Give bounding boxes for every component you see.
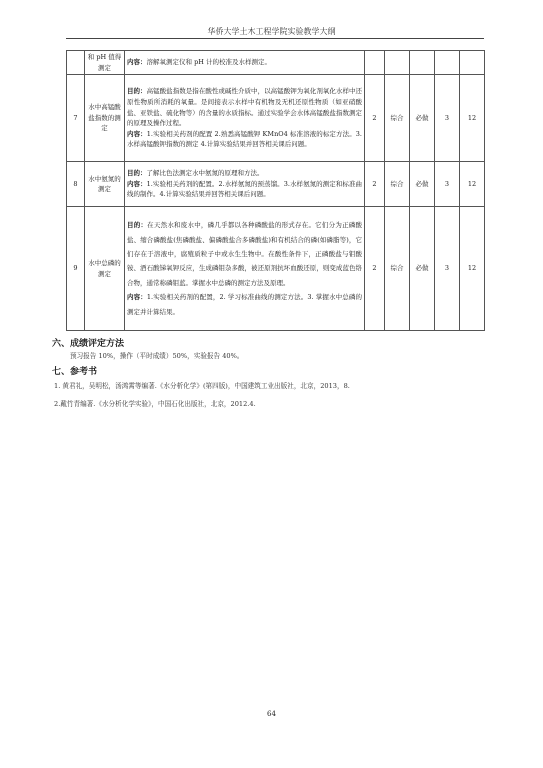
experiment-content: [125, 207, 365, 331]
section-title-references: 七、参考书: [52, 367, 98, 377]
table-row: [67, 162, 485, 207]
experiment-name: 和 pH 值得测定: [85, 51, 125, 75]
experiment-name: 水中总磷的测定: [85, 207, 125, 331]
experiment-name: 水中高锰酸盐指数的测定: [85, 75, 125, 162]
hours-cell: 2: [365, 162, 385, 207]
hours-cell: 2: [365, 207, 385, 331]
reference-item: 2.戴竹青编著.《水分析化学实验》，中国石化出版社，北京，2012.4.: [54, 400, 256, 408]
aim-text: 在天然水和废水中，磷几乎都以各种磷酸盐的形式存在。它们分为正磷酸盐、缩合磷酸盐(焦磷酸盐、偏磷酸盐合多磷酸盐)和有机结合的磷(如磷脂等)，它们存在于溶液中，腐殖质粒子中或水生生物中。在酸性条件下，正磷酸盐与钼酸铵、酒石酸锑氧钾反应，生成磷钼杂多酸，被还原剂抗坏血酸还原，则变成蓝色络合物，通常称磷钼蓝。掌握水中总磷的测定方法及原理。: [127, 221, 363, 287]
table-row: [67, 75, 485, 162]
experiment-table: [66, 50, 485, 331]
content-label: 内容：: [127, 58, 147, 67]
content-text: 1.实验相关药剂的配置 2.熟悉高锰酸钾 KMnO4 标准溶液的标定方法。3.水样高锰酸钾指数的测定 4.计算实验结果并回答相关课后问题。: [127, 129, 363, 149]
row-number: [67, 51, 85, 75]
aim-text: 了解比色法测定水中氨氮的原理和方法。: [146, 169, 264, 178]
group-cell: 12: [460, 75, 485, 162]
group-cell: 12: [460, 162, 485, 207]
table-row: [67, 207, 485, 331]
content-text: 1.实验相关药剂的配置，2. 学习标准曲线的测定方法。3. 掌握水中总磷的测定并计算结果。: [127, 293, 362, 316]
hours-cell: 2: [365, 75, 385, 162]
count-cell: 3: [435, 75, 460, 162]
group-cell: 12: [460, 207, 485, 331]
content-label: 内容：: [127, 179, 147, 188]
row-number: 8: [67, 162, 85, 207]
section-title-grading: 六、成绩评定方法: [52, 339, 125, 349]
type-cell: 综合: [385, 75, 410, 162]
aim-label: 目的：: [127, 87, 147, 96]
content-text: 溶解氧测定仪和 pH 计的校准及水样测定。: [146, 58, 271, 67]
type-cell: 综合: [385, 207, 410, 331]
requirement-cell: 必做: [410, 75, 435, 162]
count-cell: 3: [435, 162, 460, 207]
experiment-content: [125, 51, 365, 75]
content-text: 1.实验相关药剂的配置。2.水样氨氮的预蒸馏。3.水样氨氮的测定和标准曲线的制作。4.计算实验结果并回答相关课后问题。: [127, 179, 363, 199]
header-rule: [66, 38, 484, 39]
content-label: 内容：: [127, 293, 147, 302]
type-cell: 综合: [385, 162, 410, 207]
page-number: 64: [267, 710, 276, 718]
requirement-cell: 必做: [410, 207, 435, 331]
experiment-content: [125, 75, 365, 162]
aim-label: 目的：: [127, 221, 148, 230]
row-number: 7: [67, 75, 85, 162]
grading-text: 预习报告 10%，操作（平时成绩）50%，实验报告 40%。: [70, 352, 244, 360]
experiment-content: [125, 162, 365, 207]
content-label: 内容：: [127, 129, 147, 138]
experiment-name: 水中氨氮的测定: [85, 162, 125, 207]
requirement-cell: 必做: [410, 162, 435, 207]
table-row: [67, 51, 485, 75]
count-cell: 3: [435, 207, 460, 331]
page-header: 华侨大学土木工程学院实验教学大纲: [207, 27, 336, 36]
reference-item: 1. 黄君礼，吴明松，汤鸿霄等编著.《水分析化学》(第四版)，中国建筑工业出版社，北京，2013，8.: [54, 382, 350, 390]
aim-label: 目的：: [127, 169, 147, 178]
aim-text: 高锰酸盐指数是指在酸性或碱性介质中，以高锰酸钾为氧化剂氧化水样中还原性物质所消耗的氧量。是间接表示水样中有机物及无机还原性物质（如亚硝酸盐、亚铁盐、硫化物等）的含量的水质指标。通过实验学会水体高锰酸盐指数测定的原理及操作过程。: [127, 87, 363, 128]
row-number: 9: [67, 207, 85, 331]
